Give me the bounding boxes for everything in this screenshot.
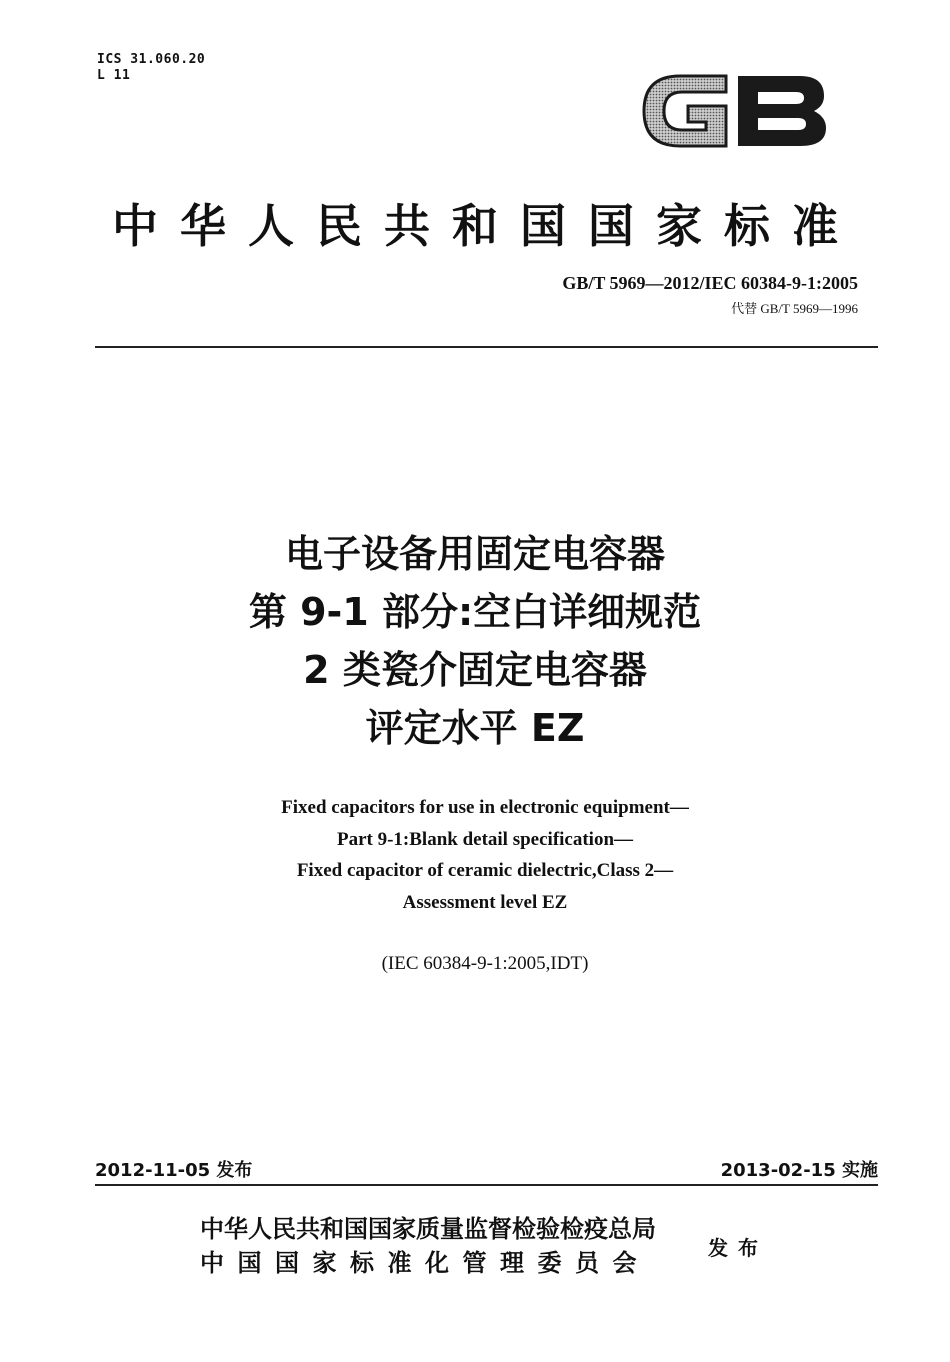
chinese-title xyxy=(0,525,950,757)
cn-title-line-1: 电子设备用固定电容器 xyxy=(284,532,665,576)
issue-date: 2012-11-05 发布 xyxy=(95,1160,253,1181)
en-title-line-4: Assessment level EZ xyxy=(402,891,568,913)
header-divider xyxy=(95,346,878,348)
implementation-date: 2013-02-15 实施 xyxy=(720,1160,878,1181)
gb-logo xyxy=(640,66,828,156)
equivalence-note: (IEC 60384-9-1:2005,IDT) xyxy=(381,953,589,974)
english-title xyxy=(0,792,950,918)
classification-codes xyxy=(97,52,205,84)
ics-code: ICS 31.060.20 xyxy=(97,52,206,67)
cn-title-line-2: 第 9-1 部分:空白详细规范 xyxy=(248,590,702,634)
issuer-sac: 中国国家标准化管理委员会 xyxy=(200,1248,650,1277)
issuer-aqsiq: 中华人民共和国国家质量监督检验检疫总局 xyxy=(200,1214,656,1243)
ccs-code: L 11 xyxy=(97,68,131,83)
cn-title-line-4: 评定水平 EZ xyxy=(365,706,585,750)
en-title-line-2: Part 9-1:Blank detail specification— xyxy=(336,828,634,850)
standard-number: GB/T 5969—2012/IEC 60384-9-1:2005 xyxy=(562,273,858,293)
en-title-line-1: Fixed capacitors for use in electronic equipment— xyxy=(281,797,689,818)
publish-label: 发布 xyxy=(708,1236,768,1260)
footer-divider xyxy=(95,1184,878,1186)
issuing-authorities xyxy=(200,1212,656,1280)
en-title-line-3: Fixed capacitor of ceramic dielectric,Class 2— xyxy=(296,860,674,881)
standard-category-title: 中华人民共和国国家标准 xyxy=(112,199,860,253)
replaces-note: 代替 GB/T 5969—1996 xyxy=(731,301,858,316)
cn-title-line-3: 2 类瓷介固定电容器 xyxy=(303,648,647,692)
